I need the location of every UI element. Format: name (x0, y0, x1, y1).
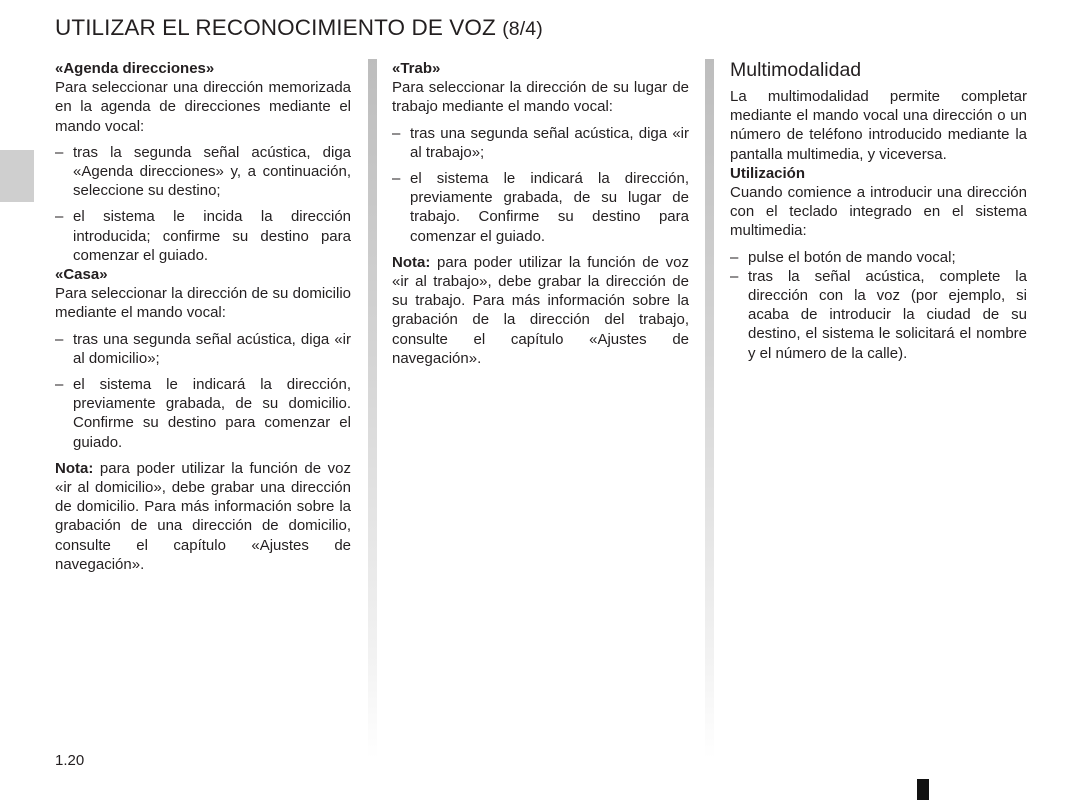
agenda-intro: Para seleccionar una dirección memorizada en la agenda de direcciones mediante el mando vocal: (55, 79, 351, 135)
multimodal-intro: La multimodalidad permite completar mediante el mando vocal una dirección o un número de teléfono introducido mediante la pantalla multimedia, y viceversa. (730, 88, 1027, 163)
column-separator (705, 59, 714, 759)
casa-note (55, 459, 351, 574)
trab-intro: Para seleccionar la dirección de su lugar de trabajo mediante el mando vocal: (392, 79, 689, 116)
chapter-tab-marker (0, 150, 34, 202)
dash-bullet: – (392, 124, 401, 142)
list-item (55, 207, 351, 265)
trab-step-1: tras una segunda señal acústica, diga «ir al trabajo»; (410, 124, 689, 161)
list-item (55, 375, 351, 452)
casa-steps (55, 330, 351, 452)
multimodal-title: Multimodalidad (730, 59, 862, 81)
casa-intro: Para seleccionar la dirección de su domicilio mediante el mando vocal: (55, 285, 351, 322)
agenda-step-1: tras la segunda señal acústica, diga «Agenda direcciones» y, a continuación, seleccione su destino; (73, 143, 351, 200)
utilizacion-step-1: pulse el botón de mando vocal; (748, 248, 956, 266)
trab-step-2: el sistema le indicará la dirección, previamente grabada, de su lugar de trabajo. Confirme su destino para comenzar el guiado. (410, 170, 689, 245)
dash-bullet: – (55, 143, 64, 161)
trab-note (392, 253, 689, 368)
page-edge-marker (917, 779, 929, 800)
utilizacion-steps (730, 248, 1027, 363)
page-title-main: UTILIZAR EL RECONOCIMIENTO DE VOZ (55, 15, 503, 40)
agenda-step-2: el sistema le incida la dirección introducida; confirme su destino para comenzar el guiado. (73, 208, 351, 264)
casa-heading: «Casa» (55, 266, 108, 284)
agenda-steps (55, 143, 351, 265)
utilizacion-intro: Cuando comience a introducir una dirección con el teclado integrado en el sistema multimedia: (730, 184, 1027, 240)
list-item (55, 143, 351, 201)
agenda-heading: «Agenda direcciones» (55, 60, 215, 77)
note-text: para poder utilizar la función de voz «ir al trabajo», debe grabar la dirección de su trabajo. Para más información sobre la grabación de la dirección del trabajo, consulte el capítulo «Ajustes de navegación». (392, 253, 689, 367)
note-text: para poder utilizar la función de voz «ir al domicilio», debe grabar una dirección de domicilio. Para más información sobre la grabación de una dirección de domicilio, consulte el capítulo «Ajustes de navegación». (55, 459, 351, 573)
utilizacion-step-2: tras la señal acústica, complete la dirección con la voz (por ejemplo, si acaba de introducir la ciudad de su destino, el sistema le solicitará el nombre y el número de la calle). (748, 267, 1027, 362)
list-item (55, 330, 351, 368)
casa-step-2: el sistema le indicará la dirección, previamente grabada, de su domicilio. Confirme su destino para comenzar el guiado. (73, 376, 351, 451)
dash-bullet: – (730, 248, 739, 266)
column-separator (368, 59, 377, 759)
list-item (392, 124, 689, 162)
dash-bullet: – (55, 376, 64, 394)
list-item (730, 267, 1027, 363)
list-item (392, 169, 689, 246)
trab-heading: «Trab» (392, 60, 441, 77)
note-label: Nota: (55, 459, 94, 477)
page-title (55, 15, 543, 41)
dash-bullet: – (55, 208, 64, 226)
page-number: 1.20 (55, 752, 85, 769)
column-1 (55, 59, 351, 574)
dash-bullet: – (730, 267, 739, 285)
list-item (730, 248, 1027, 267)
column-3 (730, 59, 1027, 363)
page-title-suffix: (8/4) (502, 18, 543, 40)
dash-bullet: – (55, 330, 64, 348)
note-label: Nota: (392, 253, 431, 271)
trab-steps (392, 124, 689, 246)
casa-step-1: tras una segunda señal acústica, diga «ir al domicilio»; (73, 330, 351, 367)
dash-bullet: – (392, 170, 401, 188)
utilizacion-heading: Utilización (730, 164, 806, 182)
column-2 (392, 59, 689, 368)
